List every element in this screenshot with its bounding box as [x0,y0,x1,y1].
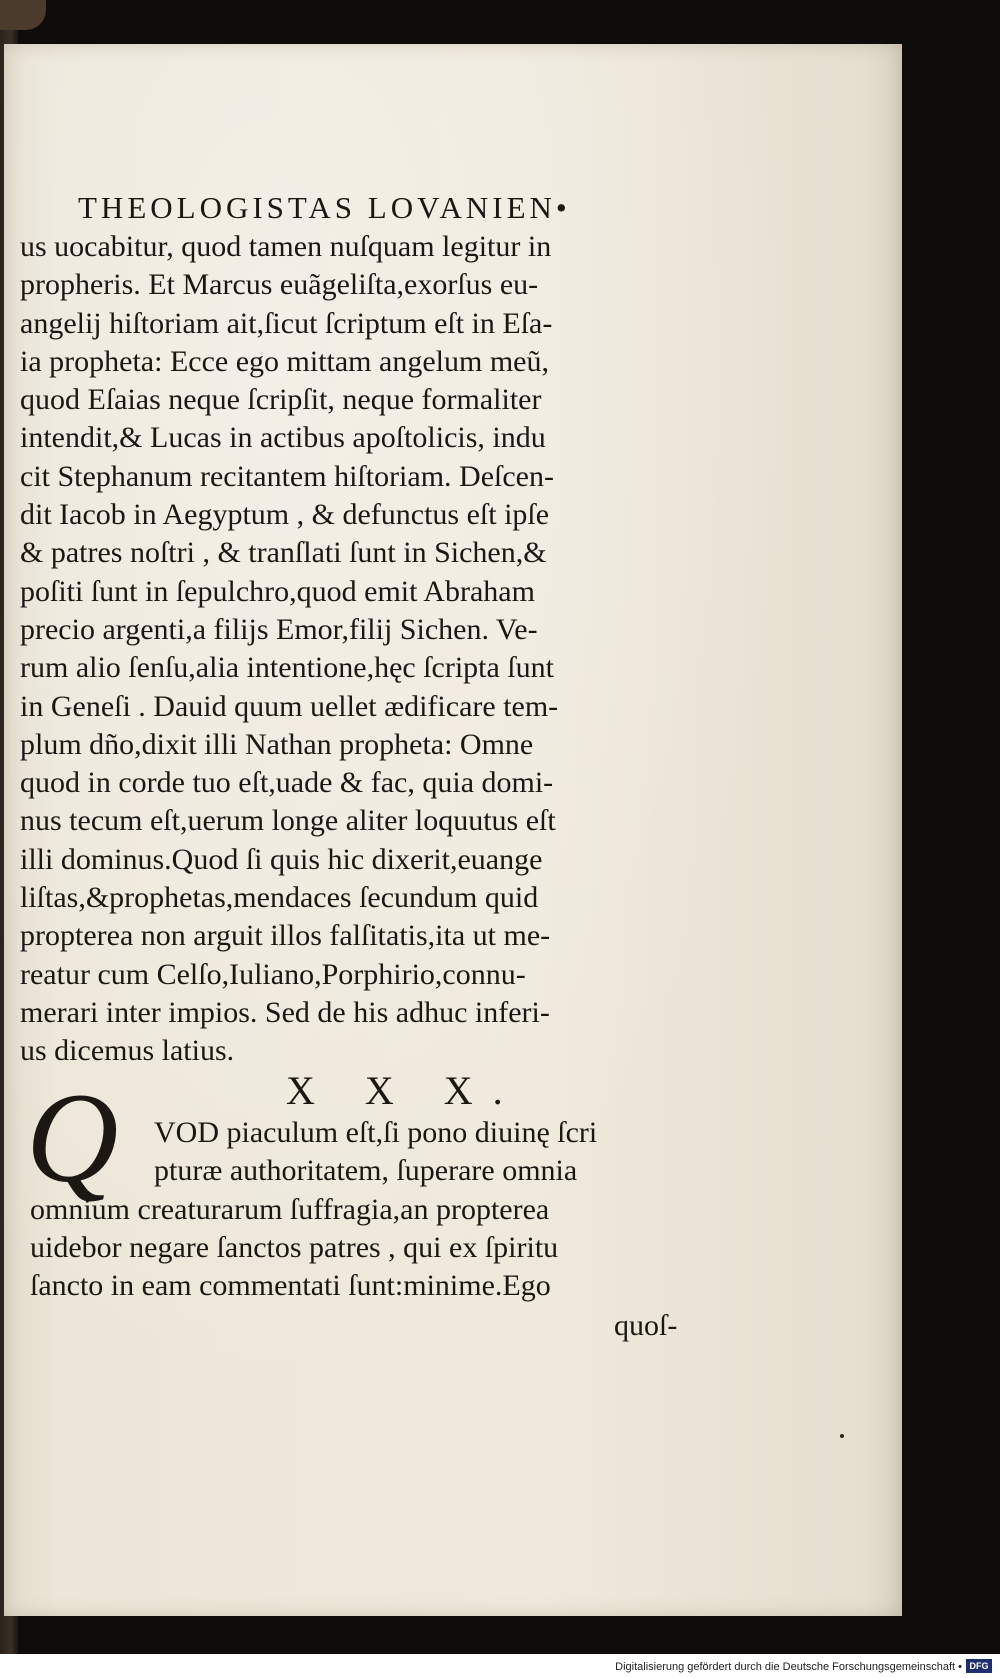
decorated-initial: Q [26,1067,119,1209]
running-head: THEOLOGISTAS LOVANIEN• [78,190,571,225]
text-line: VOD piaculum eſt,ſi pono diuinę ſcri [154,1116,598,1149]
text-line: omnium creaturarum ſuffragia,an propterea [30,1192,550,1226]
text-line: in Geneſi . Dauid quum uellet ædificare tem‑ [20,689,559,723]
text-line: intendit,& Lucas in actibus apoſtolicis, indu [20,421,546,455]
chapter-number: X X X. [286,1068,523,1113]
dfg-logo: DFG [966,1659,992,1673]
text-line: propterea non arguit illos falſitatis,ita ut me‑ [20,919,551,953]
text-line: ia propheta: Ecce ego mittam angelum meũ, [20,344,549,378]
text-line: precio argenti,a filijs Emor,filij Sichen. Ve‑ [20,612,538,646]
text-line: reatur cum Celſo,Iuliano,Porphirio,connu‑ [20,957,526,991]
text-line: angelij hiſtoriam ait,ſicut ſcriptum eſt in Eſa‑ [20,306,553,340]
text-line: propheris. Et Marcus euãgeliſta,exorſus eu‑ [20,268,539,302]
text-line: us uocabitur, quod tamen nuſquam legitur in [20,230,552,263]
text-line: merari inter impios. Sed de his adhuc inferi‑ [20,995,550,1029]
text-line: liſtas,&prophetas,mendaces ſecundum quid [20,881,539,915]
text-line: nus tecum eſt,uerum longe aliter loquutus eſt [20,804,556,838]
text-line: illi dominus.Quod ſi quis hic dixerit,euange [20,842,543,876]
chapter-text [30,1114,750,1305]
text-line: us dicemus latius. [20,1034,235,1068]
text-line: quod in corde tuo eſt,uade & fac, quia domi‑ [20,766,554,800]
body-text [20,228,720,1071]
text-line: quod Eſaias neque ſcripſit, neque formaliter [20,383,542,417]
funding-credit: Digitalisierung gefördert durch die Deutsche Forschungsgemeinschaft • [615,1661,962,1673]
text-line: uidebor negare ſanctos patres , qui ex ſpiritu [30,1230,559,1264]
text-line: rum alio ſenſu,alia intentione,hęc ſcripta ſunt [20,651,554,685]
text-line: & patres noſtri , & tranſlati ſunt in Sichen,& [20,536,547,570]
text-line: ſancto in eam commentati ſunt:minime.Ego [30,1269,551,1303]
text-line: cit Stephanum recitantem hiſtoriam. Deſcen‑ [20,459,554,493]
catchword: quoſ‑ [614,1309,678,1342]
ink-speck [840,1434,844,1438]
text-line: dit Iacob in Aegyptum , & defunctus eſt ipſe [20,498,550,532]
text-line: poſiti ſunt in ſepulchro,quod emit Abraham [20,574,535,608]
scan-corner-mark [0,0,46,30]
text-line: pturæ authoritatem, ſuperare omnia [154,1154,578,1188]
text-line: plum dño,dixit illi Nathan propheta: Omne [20,727,534,761]
